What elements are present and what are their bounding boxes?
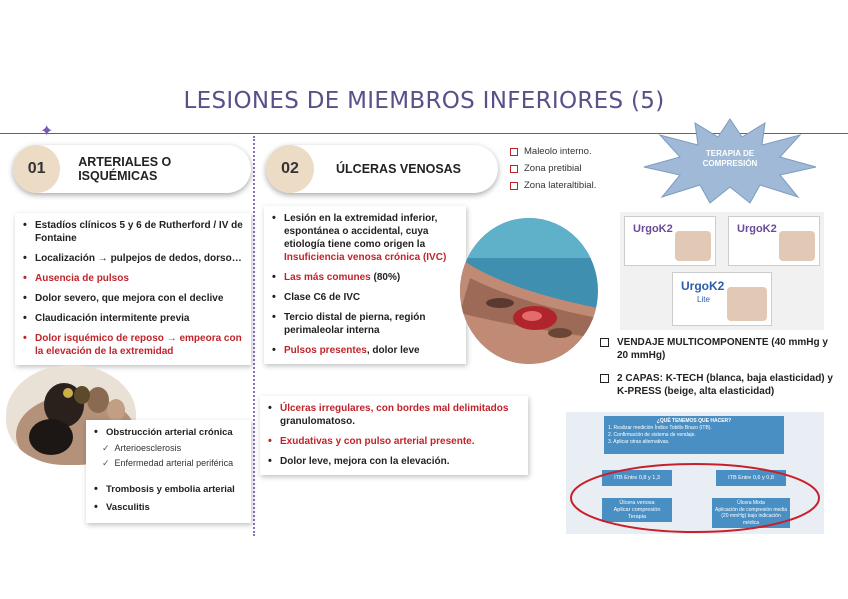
cause-main: • Obstrucción arterial crónica	[92, 426, 245, 439]
compression-items	[600, 336, 840, 398]
flow-itb-right: ITB Entre 0,6 y 0,8	[716, 470, 786, 486]
venous-characteristic: • Dolor leve, mejora con la elevación.	[266, 455, 522, 468]
section-divider	[253, 136, 255, 536]
sparkle-icon: ✦	[40, 123, 54, 140]
checkbox-icon	[510, 182, 518, 190]
product-leg-graphic	[779, 231, 815, 261]
flow-step: 1. Realizar medición Índice Tobillo Brazo (ITB).	[608, 425, 712, 431]
checkbox-icon	[600, 338, 609, 347]
flow-itb-left: ITB Entre 0,8 y 1,3	[602, 470, 672, 486]
section-1-number: 01	[13, 145, 60, 193]
flow-result-title: Úlcera venosa	[619, 500, 655, 506]
product-logo: UrgoK2	[681, 279, 725, 293]
product-leg-graphic	[727, 287, 767, 321]
causes-others	[92, 483, 245, 514]
venous-bullet: • Lesión en la extremidad inferior, espontánea o accidental, cuya etiología tiene como origen la Insuficiencia venosa crónica (IVC)	[270, 212, 460, 264]
cause-other: • Trombosis y embolia arterial	[92, 483, 245, 496]
arterial-bullet: • Localización → pulpejos de dedos, dorso…	[21, 252, 245, 265]
checkbox-icon	[510, 148, 518, 156]
section-2-header	[266, 145, 498, 193]
product-box	[624, 216, 716, 266]
cause-sublist	[92, 442, 245, 469]
venous-characteristic: • Exudativas y con pulso arterial presente.	[266, 435, 522, 448]
flow-header: ¿QUÉ TENEMOS QUE HACER?	[656, 418, 732, 424]
arterial-causes-card	[86, 420, 251, 523]
product-logo: UrgoK2	[737, 223, 777, 235]
product-box-lite	[672, 272, 772, 326]
check-icon: ✓	[102, 443, 110, 453]
cause-sub-item: ✓ Arterioesclerosis	[102, 443, 182, 453]
cause-other: • Vasculitis	[92, 501, 245, 514]
highlight-ellipse	[566, 412, 824, 534]
section-2-number: 02	[266, 145, 314, 193]
checkbox-icon	[600, 374, 609, 383]
causes-list	[92, 426, 245, 439]
product-variant: Lite	[697, 295, 710, 304]
venous-bullet: • Tercio distal de pierna, región perimaleolar interna	[270, 311, 460, 337]
location-item: Zona pretibial	[510, 163, 620, 174]
flow-result-title: Úlcera Mixta	[737, 500, 765, 506]
badge-label: TERAPIA DE COMPRESIÓN	[702, 149, 758, 168]
urgok2-product-image	[620, 212, 824, 330]
page-title: LESIONES DE MIEMBROS INFERIORES (5)	[183, 88, 665, 114]
venous-characteristics-list	[266, 402, 522, 468]
venous-ulcer-image	[460, 218, 598, 364]
checkbox-icon	[510, 165, 518, 173]
venous-bullet-list	[270, 212, 460, 357]
flow-result-sub: Terapia	[627, 514, 647, 520]
venous-bullet: • Las más comunes (80%)	[270, 271, 460, 284]
location-item: Maleolo interno.	[510, 146, 620, 157]
flow-result-sub: Aplicación de compresión media (20 mmHg) bajo indicación médica	[715, 506, 787, 526]
section-2-label: ÚLCERAS VENOSAS	[336, 162, 462, 176]
arterial-bullet: • Claudicación intermitente previa	[21, 312, 245, 325]
cause-sub-item: ✓ Enfermedad arterial periférica	[102, 458, 234, 468]
venous-bullet: • Pulsos presentes, dolor leve	[270, 344, 460, 357]
venous-locations	[510, 146, 620, 197]
venous-bullets-card	[264, 206, 466, 364]
product-leg-graphic	[675, 231, 711, 261]
arterial-bullet-list	[21, 219, 245, 358]
itb-flow-diagram	[566, 412, 824, 534]
check-icon: ✓	[102, 458, 110, 468]
arterial-bullet: • Ausencia de pulsos	[21, 272, 245, 285]
arterial-bullet: • Dolor severo, que mejora con el declive	[21, 292, 245, 305]
venous-characteristics-card	[260, 396, 528, 475]
compression-item: 2 CAPAS: K-TECH (blanca, baja elasticidad) y K-PRESS (beige, alta elasticidad)	[600, 372, 840, 398]
compression-item: VENDAJE MULTICOMPONENTE (40 mmHg y 20 mmHg)	[600, 336, 840, 362]
flow-step: 3. Aplicar otras alternativas.	[608, 439, 670, 445]
arterial-bullet: • Dolor isquémico de reposo → empeora con la elevación de la extremidad	[21, 332, 245, 358]
section-1-header	[13, 145, 251, 193]
section-1-label: ARTERIALES O ISQUÉMICAS	[78, 155, 172, 183]
arterial-bullets-card	[15, 213, 251, 365]
flow-result-sub: Aplicar compresión	[613, 507, 661, 513]
flow-step: 2. Confirmación de sistema de vendaje.	[608, 432, 696, 438]
arterial-bullet: • Estadíos clínicos 5 y 6 de Rutherford / IV de Fontaine	[21, 219, 245, 245]
venous-bullet: • Clase C6 de IVC	[270, 291, 460, 304]
product-logo: UrgoK2	[633, 223, 673, 235]
location-item: Zona lateraltibial.	[510, 180, 620, 191]
product-box	[728, 216, 820, 266]
compression-therapy-badge	[640, 117, 820, 205]
venous-characteristic: • Úlceras irregulares, con bordes mal delimitados granulomatoso.	[266, 402, 522, 428]
